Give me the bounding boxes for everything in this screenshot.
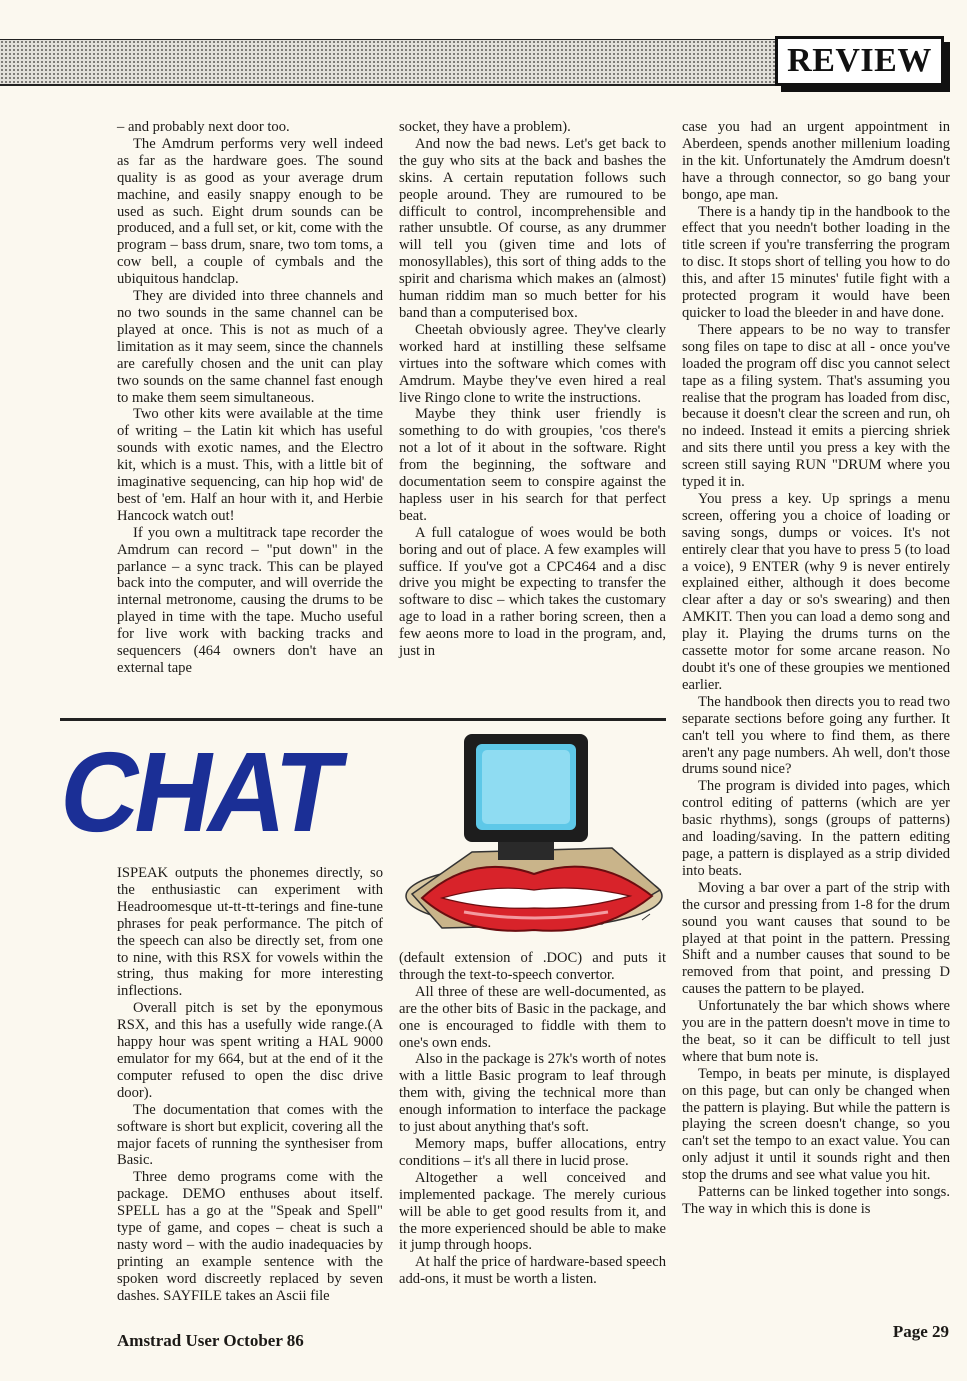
paragraph: There is a handy tip in the handbook to the effect that you needn't bother loading in the title screen if you're transferring the program to disc. It stops short of telling you how to do this, and after 15 minutes' futile fight with a protected program it would have been quicker to load the bleeder in and have done. [682,203,950,321]
paragraph: Two other kits were available at the time of writing – the Latin kit which has useful sounds with exotic names, and the Electro kit, which is a must. This, with a little bit of imaginative sequencing, can hip hop wid' de best of 'em. Half an hour with it, and Herbie Hancock watch out! [117,406,383,524]
paragraph: They are divided into three channels and no two sounds in the same channel can be played at once. This is not as much of a limitation as it may seem, since the channels are carefully chosen and the unit can play two sounds on the same channel fast enough to make them seem simultaneous. [117,288,383,406]
header-dot-band [0,40,775,84]
paragraph: Also in the package is 27k's worth of notes with a little Basic program to leaf through them with, giving the technical more than enough information to interface the package to just about anything that's soft. [399,1051,666,1136]
paragraph: ISPEAK outputs the phonemes directly, so the enthusiastic can experiment with Headroomesque ut-tt-tt-terings and fine-tune phrases for peak performance. The pitch of the speech can also be directly set, from one to nine, with this RSX for vowels within the string, thus making for more interesting inflections. [117,865,383,1000]
paragraph: If you own a multitrack tape recorder the Amdrum can record – "put down" in the parlance – a sync track. This can be played back into the computer, and will override the internal metronome, causing the drums to be played in time with the tape. Mucho useful for live work with backing tracks and sequencers (464 owners don't have an external tape [117,524,383,676]
paragraph: The handbook then directs you to read two separate sections before going any further. It can't tell you where to find them, as there aren't any page numbers. Ah well, don't those drums sound nice? [682,693,950,778]
computer-lips-illustration [402,724,666,940]
paragraph: socket, they have a problem). [399,119,571,135]
paragraph: Overall pitch is set by the eponymous RSX, and this has a usefully wide range.(A happy hour was spent writing a HAL 9000 emulator for my 664, but at the end of it the computer refused to open the disc drive door). [117,1000,383,1101]
paragraph: Memory maps, buffer allocations, entry conditions – it's all there in lucid prose. [399,1135,666,1169]
paragraph: The program is divided into pages, which control editing of patterns (which are yer basic rhythms), songs (groups of patterns) and loading/saving. In the pattern editing page, a pattern is displayed as a strip divided into beats. [682,778,950,879]
paragraph: Patterns can be linked together into songs. The way in which this is done is [682,1184,950,1217]
paragraph: Maybe they think user friendly is something to do with groupies, 'cos there's not a lot of it about in the software. Right from the beginning, the software and documentation seem to conspire against the hapless user in his search for that perfect beat. [399,406,666,524]
paragraph: There appears to be no way to transfer song files on tape to disc at all - once you've loaded the program off disc you cannot select tape as a filing system. That's assuming you realise that the program has loaded from disc, because it doesn't clear the screen and run, oh no indeed. Instead it emits a piercing shriek and sits there until you press a key with the screen still saying RUN "DRUM where you typed it in. [682,321,950,491]
article-column-1 [117,119,383,677]
paragraph: Tempo, in beats per minute, is displayed on this page, but can only be changed when the pattern is playing. But while the pattern is playing the screen doesn't change, so you can't set the tempo to an exact value. You can only adjust it until it sounds right and then stop the drums and see what value you hit. [682,1065,950,1184]
chat-heading: CHAT [50,727,350,855]
paragraph: The Amdrum performs very well indeed as far as the hardware goes. The sound quality is as good as your average drum machine, and easily snappy enough to be used as such. Eight drum sounds can be produced, and a full set, or kit, come with the program – bass drum, snare, two tom toms, a cow bell, a couple of cymbals and the ubiquitous handclap. [117,135,383,288]
paragraph: case you had an urgent appointment in Aberdeen, spends another millenium loading in the kit. Unfortunately the Amdrum doesn't have a through connector, so go bang your bongo, ape man. [682,119,950,203]
paragraph: You press a key. Up springs a menu screen, offering you a choice of loading or saving songs, dumps or voices. It's not entirely clear that you have to press 5 (to load a voice), 9 ENTER (why 9 is never entirely explained either, although it does become clear after a day or so's swearing) and then AMKIT. Then you can load a demo song and play it. Playing the drums turns on the cassette motor for some arcane reason. No doubt it's one of these groupies we mentioned earlier. [682,490,950,693]
paragraph: Altogether a well conceived and implemented package. The merely curious will be able to get good results from it, and the more experienced should be able to make it jump through hoops. [399,1169,666,1254]
paragraph: (default extension of .DOC) and puts it through the text-to-speech convertor. [399,950,666,983]
paragraph: – and probably next door too. [117,119,290,135]
paragraph: And now the bad news. Let's get back to the guy who sits at the back and bashes the skins. A certain reputation follows such people around. They are rumoured to be difficult to control, incomprehensible and rather unsubtle. Of course, as any drummer will tell you (given time and lots of monosyllables), this sort of thing adds to the spirit and charisma which makes an (almost) human riddim man so much better for his band than a computerised box. [399,135,666,321]
paragraph: All three of these are well-documented, as are the other bits of Basic in the package, and one is encouraged to fiddle with them to one's own ends. [399,983,666,1051]
paragraph: The documentation that comes with the software is short but explicit, covering all the major facets of running the synthesiser from Basic. [117,1101,383,1169]
chat-column-2 [399,950,666,1288]
publication-footer: Amstrad User October 86 [117,1331,304,1350]
article-column-2 [399,119,666,660]
paragraph: Unfortunately the bar which shows where you are in the pattern doesn't move in time to the beat, so it can be difficult to tell just where that bum note is. [682,998,950,1065]
paragraph: Moving a bar over a part of the strip with the cursor and pressing from 1-8 for the drum sound you want causes that sound to be played at that point in the pattern. Pressing Shift and a number causes that sound to be removed from that point, and pressing D causes the pattern to be played. [682,879,950,998]
paragraph: Three demo programs come with the package. DEMO enthuses about itself. SPELL has a go at the "Speak and Spell" type of game, and copes – cheat is such a nasty word – with the audio inadequacies by printing an example sentence with the spoken word discreetly replaced by seven dashes. SAYFILE takes an Ascii file [117,1169,383,1304]
article-column-3 [682,119,950,1218]
header-rule-bottom [0,84,775,86]
page-number: Page 29 [892,1322,949,1341]
section-divider [60,718,666,721]
paragraph: A full catalogue of woes would be both boring and out of place. A few examples will suffice. If you've got a CPC464 and a disc drive you might be expecting to transfer the software to disc – which takes the customary age to load in a rather boring screen, then a few aeons more to load in the program, and, just in [399,524,666,660]
paragraph: Cheetah obviously agree. They've clearly worked hard at instilling these selfsame virtues into the software which comes with Amdrum. Maybe they've even hired a real live Ringo clone to write the instructions. [399,321,666,406]
section-label: REVIEW [775,36,944,86]
chat-column-1 [117,865,383,1305]
paragraph: At half the price of hardware-based speech add-ons, it must be worth a listen. [399,1254,666,1288]
